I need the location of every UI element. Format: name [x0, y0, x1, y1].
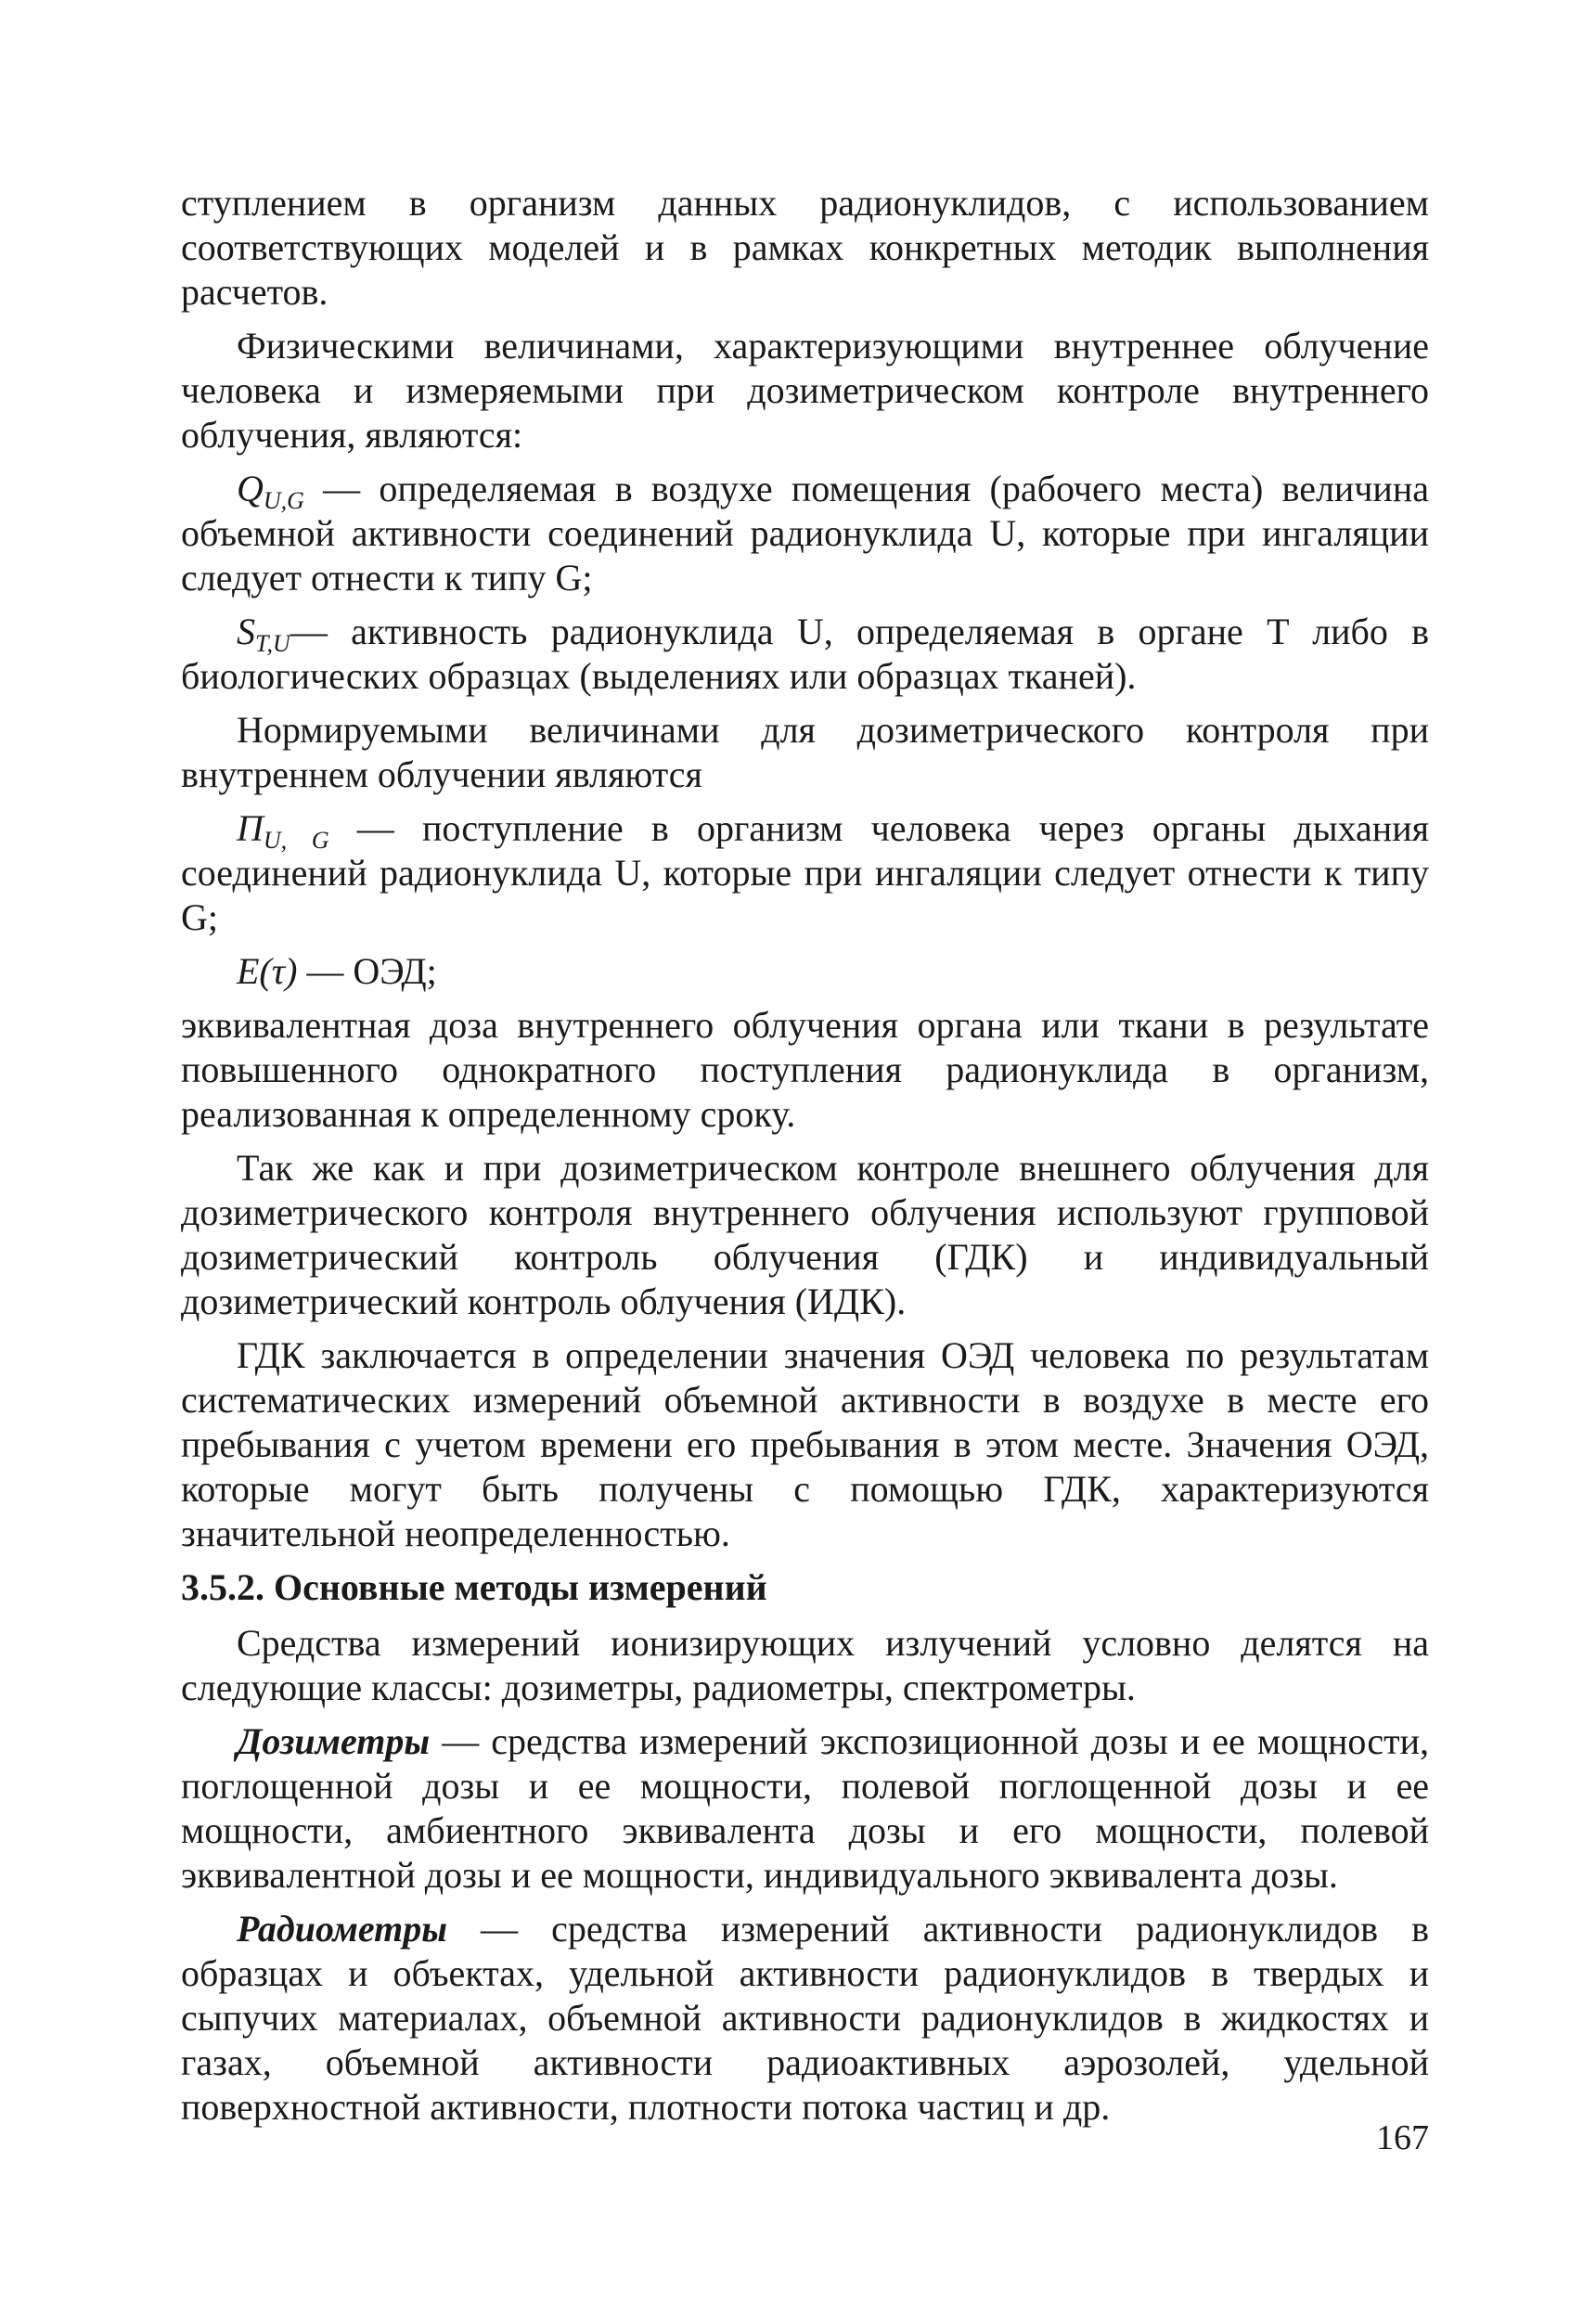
definition-q: [181, 467, 1429, 600]
section-heading: 3.5.2. Основные методы измерений: [181, 1566, 767, 1608]
definition-dosimeters-text: — средства измерений экспозиционной дозы и ее мощности, поглощенной дозы и ее мощности, полевой поглощенной дозы и ее мощности, амбиентного эквивалента дозы и его мощности, полевой эквивалентной дозы и ее мощности, индивидуального эквивалента дозы.: [181, 1720, 1429, 1896]
subscript-s: T,U: [255, 630, 290, 657]
subscript-q: U,G: [263, 487, 304, 514]
term-radiometers: Радиометры: [237, 1908, 447, 1950]
symbol-s: S: [237, 611, 255, 652]
page-body: [181, 181, 1429, 2139]
paragraph-gdk-idk: Так же как и при дозиметрическом контроле внешнего облучения для дозиметрического контроля внутреннего облучения используют групповой дозиметрический контроль облучения (ГДК) и индивидуальный дозиметрический контроль облучения (ИДК).: [181, 1147, 1429, 1322]
paragraph-equivalent-dose: эквивалентная доза внутреннего облучения органа или ткани в результате повышенного однократного поступления радионуклида в организм, реализованная к определенному сроку.: [181, 1004, 1429, 1135]
definition-dosimeters: [181, 1719, 1429, 1898]
definition-radiometers: [181, 1907, 1429, 2130]
symbol-pi: П: [237, 807, 264, 849]
definition-radiometers-text: — средства измерений активности радионуклидов в образцах и объектах, удельной активности радионуклидов в твердых и сыпучих материалах, объемной активности радионуклидов в жидкостях и газах, объемной активности радиоактивных аэрозолей, удельной поверхностной активности, плотности потока частиц и др.: [181, 1908, 1429, 2128]
definition-s-text: — активность радионуклида U, определяемая в органе T либо в биологических образцах (выделениях или образцах тканей).: [181, 611, 1429, 697]
definition-pi: [181, 806, 1429, 940]
definition-e: [181, 949, 1429, 994]
definition-q-text: — определяемая в воздухе помещения (рабочего места) величина объемной активности соединений радионуклида U, которые при ингаляции следует отнести к типу G;: [181, 468, 1429, 599]
definition-e-text: — ОЭД;: [297, 950, 437, 992]
paragraph-classes: Средства измерений ионизирующих излучений условно делятся на следующие классы: дозиметры, радиометры, спектрометры.: [181, 1622, 1429, 1708]
symbol-q: Q: [237, 468, 264, 509]
paragraph-normalized: Нормируемыми величинами для дозиметрического контроля при внутреннем облучении являются: [181, 709, 1429, 795]
paragraph-gdk: ГДК заключается в определении значения ОЭД человека по результатам систематических измерений объемной активности в воздухе в месте его пребывания с учетом времени его пребывания в этом месте. Значения ОЭД, которые могут быть получены с помощью ГДК, характеризуются значительной неопределенностью.: [181, 1334, 1429, 1554]
subscript-pi: U, G: [263, 827, 329, 854]
paragraph-continuation: ступлением в организм данных радионуклидов, с использованием соответствующих моделей и в рамках конкретных методик выполнения расчетов.: [181, 182, 1429, 313]
term-dosimeters: Дозиметры: [237, 1720, 431, 1762]
page-number: 167: [1376, 2118, 1429, 2157]
definition-pi-text: — поступление в организм человека через органы дыхания соединений радионуклида U, которые при ингаляции следует отнести к типу G;: [181, 807, 1430, 938]
symbol-e: E(τ): [237, 950, 298, 992]
definition-s: [181, 610, 1429, 699]
paragraph-physical-quantities: Физическими величинами, характеризующими внутреннее облучение человека и измеряемыми при дозиметрическом контроле внутреннего облучения, являются:: [181, 325, 1429, 456]
